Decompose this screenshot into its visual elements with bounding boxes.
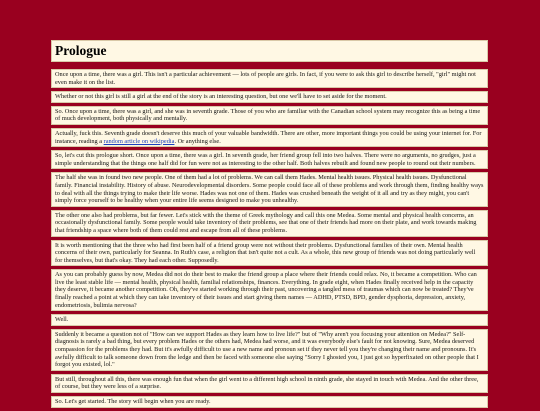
title-box	[51, 40, 488, 62]
paragraph-4-text-before: Actually, fuck this. Seventh grade doesn't deserve this much of your valuable bandwidth. There are other, more important things you could be using your internet for. For instance, reading a	[55, 129, 482, 145]
paragraph-7: The other one also had problems, but far fewer. Let's stick with the theme of Greek mythology and call this one Medea. Some mental and physical health concerns, an occasionally dysfunctional family. Some people would take inventory of their problems, see that one of their friends had more on their plate, and work towards making that friendship a space where both of them could rest and escape from all of these problems.	[51, 210, 488, 237]
paragraph-8: It is worth mentioning that the three who had first been half of a friend group were not without their problems. Dysfunctional families of their own. Mental health concerns of their own, particularly for Seanna. In Ruth's case, a religion that isn't quite not a cult. As a whole, this new group of friends was not doing particularly well for themselves, but that's okay. They had each other. Supposedly.	[51, 240, 488, 267]
paragraph-10: Well.	[51, 314, 488, 326]
paragraph-6: The half she was in found two new people. One of them had a lot of problems. We can call them Hades. Mental health issues. Physical health issues. Dysfunctional family. Financial instability. History of abuse. Neurodevelopmental disorders. Some people could face all of these problems and work through them, finding healthy ways to deal with all the things trying to make their life worse. Hades was not one of them. Hades was crushed beneath the weight of it all and try as they might, you can't simply force yourself to be healthy when your entire life seems designed to make you unhealthy.	[51, 172, 488, 206]
paragraph-9: As you can probably guess by now, Medea did not do their best to make the friend group a place where their friends could relax. No, it became a competition. Who can live the least stable life — mental health, physical health, familial relationships, finances. Everything. In grade eight, when Hades finally received help in the capacity they deserve, it became another competition. Oh, they've started working through their past, uncovering a tangled mess of traumas which can now be treated? They've finally reached a point at which they can take inventory of their issues and start giving them names — ADHD, PTSD, BPD, gender dysphoria, depression, anxiety, endometriosis, bulimia nervosa?	[51, 269, 488, 311]
paragraph-5: So, let's cut this prologue short. Once upon a time, there was a girl. In seventh grade, her friend group fell into two halves. There were no arguments, no grudges, just a simple understanding that the things one half did for fun were not as interesting to the other half. Both halves rebuilt and found new people to round out their numbers.	[51, 150, 488, 169]
paragraph-4-text-after: . Or anything else.	[174, 137, 221, 145]
paragraph-13: So. Let's get started. The story will begin when you are ready.	[51, 396, 488, 408]
wikipedia-link[interactable]: random article on wikipedia	[103, 137, 175, 145]
paragraph-4	[51, 128, 488, 147]
paragraph-12: But still, throughout all this, there was enough fun that when the girl went to a different high school in ninth grade, she stayed in touch with Medea. And the other three, of course, but they were less of a surprise.	[51, 374, 488, 393]
paragraph-3: So. Once upon a time, there was a girl, and she was in seventh grade. Those of you who are familiar with the Canadian school system may recognize this as being a time of much development, both physically and mentally.	[51, 106, 488, 125]
paragraph-1: Once upon a time, there was a girl. This isn't a particular achievement — lots of people are girls. In fact, if you were to ask this girl to describe herself, "girl" might not even make it on the list.	[51, 69, 488, 88]
paragraph-11: Suddenly it became a question not of "How can we support Hades as they learn how to live life?" but of "Why aren't you focusing your attention on Medea?" Self-diagnosis is rarely a bad thing, but every problem Hades or the others had, Medea had worse, and it was everybody else's fault for not knowing. Sure, Medea deserved compassion for the problems they had. But it's awfully difficult to use a new name and pronoun set if they never tell you they're changing their name and pronouns. It's awfully difficult to talk someone down from the ledge and then be faced with someone else saying "Sorry I ghosted you, I just got so hyperfixated on other people that I forgot you existed, lol."	[51, 329, 488, 371]
paragraph-2: Whether or not this girl is still a girl at the end of the story is an interesting question, but one we'll have to set aside for the moment.	[51, 91, 488, 103]
page-title: Prologue	[55, 43, 107, 59]
content-column	[51, 40, 488, 411]
